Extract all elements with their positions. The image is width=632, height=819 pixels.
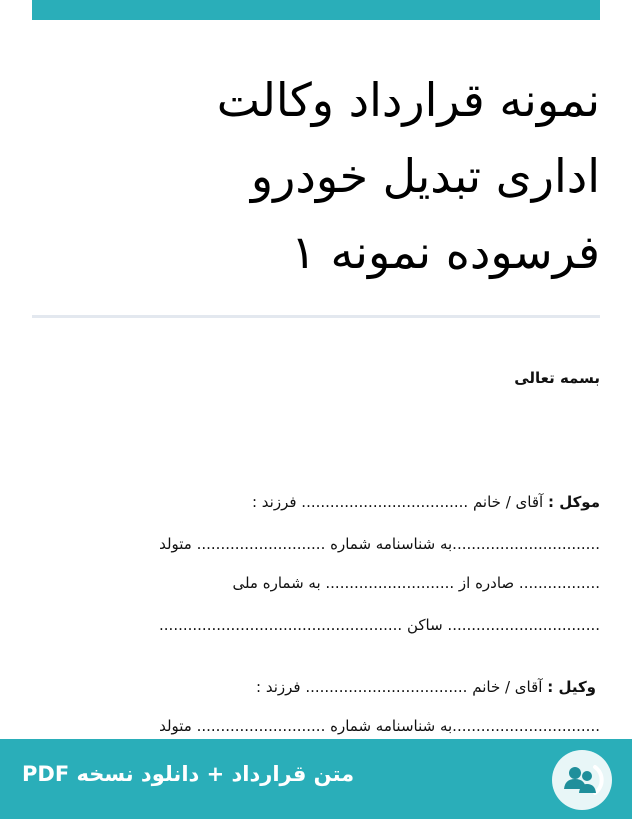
agent-line-1	[256, 677, 596, 697]
principal-line-3: ................. صادره از ........................... به شماره ملی	[232, 574, 600, 592]
top-accent-bar	[32, 0, 600, 20]
principal-line-1	[252, 492, 600, 512]
page-title	[80, 62, 600, 290]
principal-label: موکل :	[547, 493, 600, 511]
title-line-3: فرسوده نمونه ۱	[291, 225, 600, 279]
title-line-1: نمونه قرارداد وکالت	[216, 73, 600, 127]
principal-line-4: ................................ ساکن ...................................................	[159, 616, 600, 634]
agent-line-2: ...............................به شناسنامه شماره ........................... متولد	[159, 717, 600, 735]
principal-line-2: ...............................به شناسنامه شماره ........................... متولد	[159, 535, 600, 553]
agent-label: وکیل :	[547, 678, 596, 696]
people-chat-logo-icon[interactable]	[551, 749, 613, 811]
principal-name-field: آقای / خانم ................................... فرزند :	[251, 493, 548, 511]
basmala-heading: بسمه تعالی	[514, 369, 600, 387]
title-divider	[32, 315, 600, 318]
download-banner-label[interactable]: متن قرارداد + دانلود نسخه PDF	[22, 762, 355, 786]
title-line-2: اداری تبدیل خودرو	[250, 149, 600, 203]
agent-name-field: آقای / خانم .................................. فرزند :	[256, 678, 548, 696]
